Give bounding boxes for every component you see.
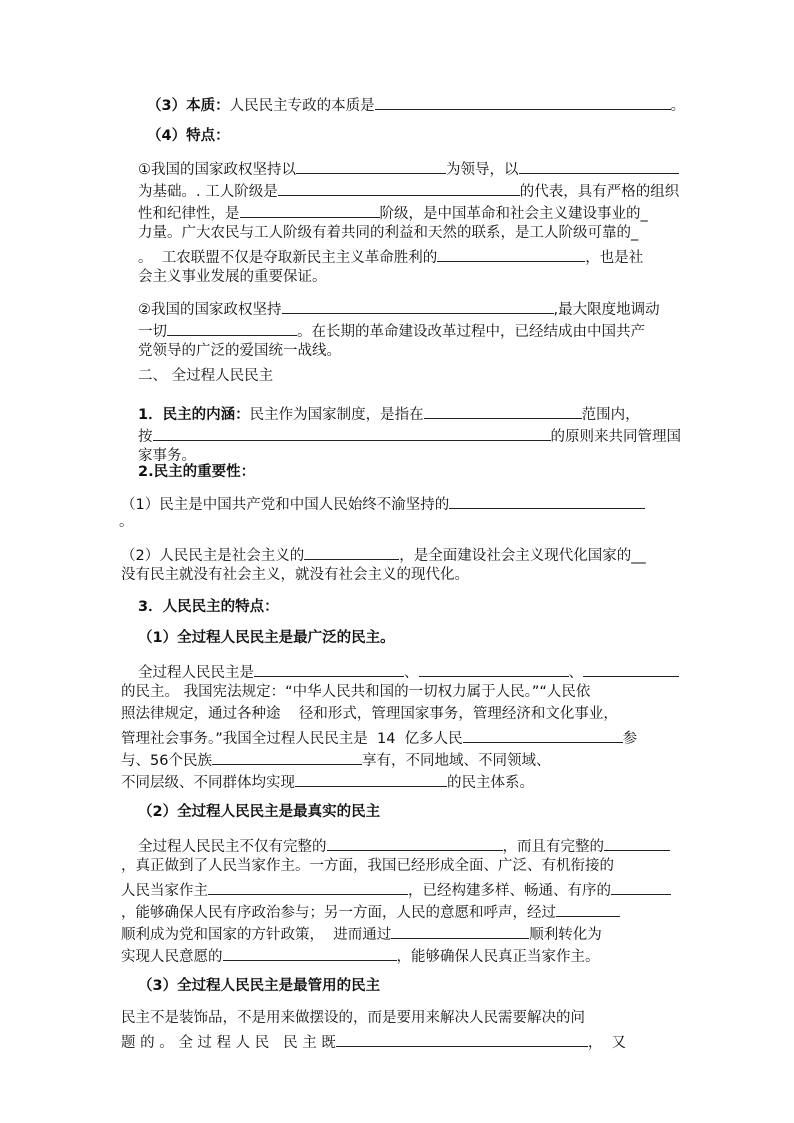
blank-f2-e[interactable] (556, 900, 620, 917)
essence-line: （3）本质：人民民主专政的本质是 。 (147, 93, 685, 116)
f1-line-1: 全过程人民民主是 、 、 (138, 660, 679, 683)
p1-line-5: 。 工农联盟不仅是夺取新民主主义革命胜利的 ，也是社 (138, 245, 643, 268)
blank-foundation[interactable] (519, 157, 679, 174)
blank-lifeblood[interactable] (304, 543, 399, 560)
d1-line-3: 家事务。 (138, 448, 196, 464)
p1-line-1: ①我国的国家政权坚持以 为领导，以 (138, 157, 679, 180)
f1-line-5: 与、56个民族 享有，不同地域、不同领域、 (121, 748, 550, 771)
p2-line-1: ②我国的国家政权坚持 ,最大限度地调动 (138, 297, 660, 320)
f1-title: （1）全过程人民民主是最广泛的民主。 (138, 630, 395, 646)
f2-line-6: 实现人民意愿的 ，能够确保人民真正当家作主。 (121, 944, 600, 967)
p1-line-2: 为基础。. 工人阶级是 的代表，具有严格的组织 (138, 179, 679, 202)
d2-heading: 2.民主的重要性： (138, 464, 256, 480)
blank-f1-f[interactable] (295, 770, 447, 787)
blank-mobilize[interactable] (167, 319, 297, 336)
f2-line-2: ，真正做到了人民当家作主。一方面，我国已经形成全面、广泛、有机衔接的 (121, 858, 614, 874)
f2-line-3: 人民当家作主 ，已经构建多样、畅通、有序的 (121, 878, 671, 901)
blank-goal[interactable] (449, 492, 645, 509)
f2-line-1: 全过程人民民主不仅有完整的 ，而且有完整的 (138, 834, 670, 857)
p1-line-4: 力量。广大农民与工人阶级有着共同的利益和天然的联系，是工人阶级可靠的_ (138, 225, 639, 241)
p2-line-3: 党领导的广泛的爱国统一战线。 (138, 343, 341, 359)
f1-line-6: 不同层级、不同群体均实现 的民主体系。 (121, 770, 534, 793)
f2-line-4: ，能够确保人民有序政治参与；另一方面，人民的意愿和呼声，经过 (121, 900, 620, 923)
blank-f1-d[interactable] (463, 726, 623, 743)
d3-heading: 3．人民民主的特点： (138, 599, 279, 615)
blank-f2-b[interactable] (604, 834, 670, 851)
f2-title: （2）全过程人民民主是最真实的民主 (138, 804, 381, 820)
features-heading: （4）特点： (147, 128, 230, 144)
blank-f2-d[interactable] (611, 878, 671, 895)
blank-scope[interactable] (424, 402, 582, 419)
blank-leadership[interactable] (296, 157, 446, 174)
blank-f2-g[interactable] (223, 944, 397, 961)
p2-line-2: 一切 。在长期的革命建设改革过程中，已经结成由中国共产 (138, 319, 645, 342)
f3-line-2: 题 的 。 全 过 程 人 民 民 主 既 ， 又 (121, 1030, 626, 1053)
blank-united-front[interactable] (282, 297, 554, 314)
p1-line-3: 性和纪律性，是 阶级，是中国革命和社会主义建设事业的_ (138, 201, 648, 224)
f1-line-4: 管理社会事务。”我国全过程人民民主是 14 亿多人民 参 (121, 726, 637, 749)
f1-line-2: 的民主。 我国宪法规定：“中华人民共和国的一切权力属于人民。”“人民依 (121, 684, 591, 700)
f3-line-1: 民主不是装饰品，不是用来做摆设的，而是要用来解决人民需要解决的问 (121, 1010, 585, 1026)
i2-line-1: （2）人民民主是社会主义的 ，是全面建设社会主义现代化国家的__ (121, 543, 646, 566)
section-2-title: 二、 全过程人民民主 (138, 368, 274, 384)
blank-f2-f[interactable] (391, 922, 529, 939)
i1-line-1: （1）民主是中国共产党和中国人民始终不渝坚持的 (121, 492, 645, 515)
blank-class[interactable] (240, 201, 380, 218)
i2-line-2: 没有民主就没有社会主义，就没有社会主义的现代化。 (121, 567, 469, 583)
blank-f2-a[interactable] (327, 834, 503, 851)
blank-f2-c[interactable] (208, 878, 408, 895)
f3-title: （3）全过程人民民主是最管用的民主 (138, 978, 381, 994)
blank-f1-a[interactable] (254, 660, 404, 677)
d1-line-2: 按 的原则来共同管理国 (138, 424, 681, 447)
blank-principle[interactable] (153, 424, 551, 441)
blank-f1-e[interactable] (212, 748, 362, 765)
f2-line-5: 顺利成为党和国家的方针政策， 进而通过 顺利转化为 (121, 922, 602, 945)
i1-line-2: 。 (119, 514, 134, 530)
blank-f1-c[interactable] (583, 660, 679, 677)
d1-line-1: 1．民主的内涵：民主作为国家制度，是指在 范围内， (138, 402, 640, 425)
blank-f1-b[interactable] (419, 660, 569, 677)
blank-alliance[interactable] (437, 245, 585, 262)
f1-line-3: 照法律规定，通过各种途 径和形式，管理国家事务，管理经济和文化事业， (121, 706, 618, 722)
blank-representative[interactable] (278, 179, 520, 196)
blank-essence[interactable] (375, 93, 671, 110)
blank-f3-a[interactable] (336, 1030, 588, 1047)
p1-line-6: 会主义事业发展的重要保证。 (138, 269, 327, 285)
